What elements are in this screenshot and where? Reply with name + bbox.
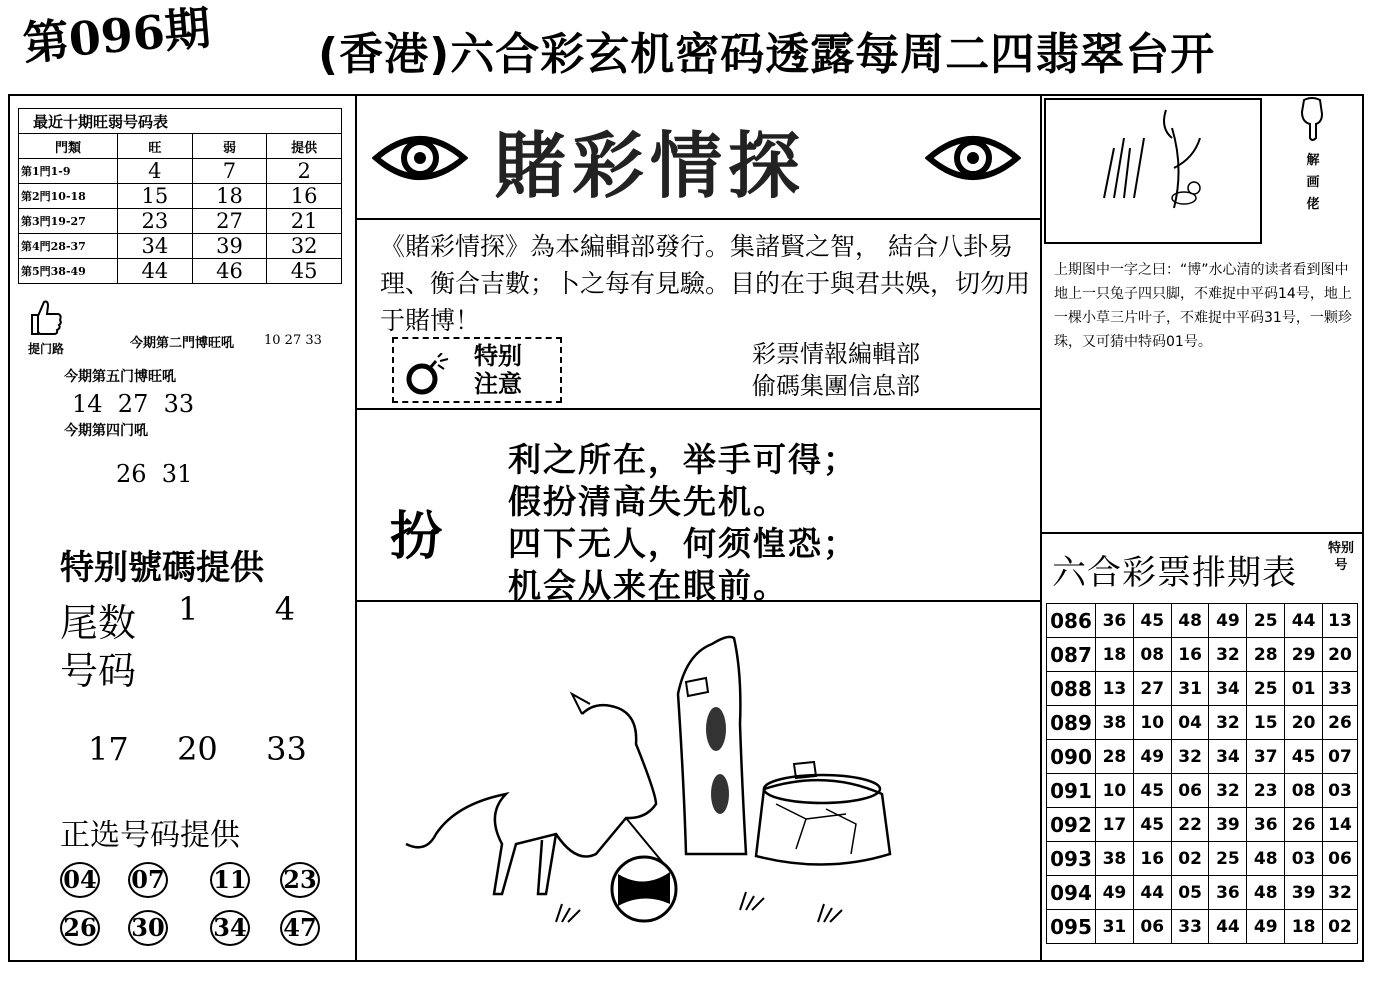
publisher-2: 偷碼集團信息部	[752, 372, 920, 400]
table-row	[19, 209, 342, 234]
table-row	[1047, 774, 1358, 808]
header-category: 門類	[19, 134, 118, 159]
header-hot: 旺	[118, 134, 193, 159]
number-cell: 27	[1133, 672, 1171, 706]
number-cell: 08	[1133, 638, 1171, 672]
period-cell: 088	[1047, 672, 1096, 706]
number-cell: 15	[1247, 706, 1285, 740]
table-row	[19, 234, 342, 259]
hot-value: 23	[118, 209, 193, 234]
offer-value: 32	[267, 234, 342, 259]
number-cell: 02	[1171, 842, 1209, 876]
number-cell: 32	[1209, 706, 1247, 740]
number-cell: 16	[1171, 638, 1209, 672]
weak-value: 18	[192, 184, 267, 209]
table-row	[1047, 672, 1358, 706]
number-cell: 01	[1285, 672, 1323, 706]
pick-number: 30	[128, 910, 168, 946]
offer-value: 2	[267, 159, 342, 184]
period-cell: 094	[1047, 876, 1096, 910]
intro-text: 《賭彩情探》為本編輯部發行。集諸賢之智， 結合八卦易理、衡合吉數；卜之每有見驗。目的在于與君共娛，切勿用于賭博！	[380, 232, 1031, 335]
number-cell: 29	[1285, 638, 1323, 672]
number-cell: 32	[1209, 638, 1247, 672]
door2-numbers: 10 27 33	[264, 333, 322, 348]
number-cell: 44	[1209, 910, 1247, 944]
number-cell: 06	[1133, 910, 1171, 944]
header-weak: 弱	[192, 134, 267, 159]
table-row	[1047, 604, 1358, 638]
row-label: 第3門19-27	[19, 209, 118, 234]
period-cell: 091	[1047, 774, 1096, 808]
number-cell: 04	[1171, 706, 1209, 740]
number-cell: 39	[1209, 808, 1247, 842]
number-cell: 49	[1209, 604, 1247, 638]
number-cell: 18	[1285, 910, 1323, 944]
offer-value: 16	[267, 184, 342, 209]
special-cell: 26	[1323, 706, 1358, 740]
hint-label: 解画佬	[1306, 153, 1320, 212]
masthead-title: 賭彩情探	[494, 123, 807, 208]
table-row	[1047, 910, 1358, 944]
weak-value: 27	[192, 209, 267, 234]
period-cell: 092	[1047, 808, 1096, 842]
notice-line-1: 特别	[474, 342, 522, 370]
number-cell: 25	[1209, 842, 1247, 876]
special-cell: 33	[1323, 672, 1358, 706]
number-cell: 05	[1171, 876, 1209, 910]
hot-value: 34	[118, 234, 193, 259]
table-caption: 最近十期旺弱号码表	[19, 109, 342, 134]
special-cell: 13	[1323, 604, 1358, 638]
number-cell: 08	[1285, 774, 1323, 808]
number-cell: 23	[1247, 774, 1285, 808]
schedule-table	[1046, 603, 1358, 944]
riddle-text: 上期图中一字之曰：“博”水心清的读者看到图中地上一只兔子四只脚，不难捉中平码14号，地上一棵小草三片叶子，不难捉中平码31号，一颗珍珠，又可猜中特码01号。	[1054, 262, 1352, 350]
table-header-row	[19, 134, 342, 159]
poem-line-4: 机会从来在眼前。	[508, 566, 788, 605]
weak-value: 39	[192, 234, 267, 259]
special-numbers-title: 特别號碼提供	[60, 548, 264, 588]
number-cell: 38	[1096, 706, 1134, 740]
divider-masthead	[355, 218, 1042, 220]
special-cell: 03	[1323, 774, 1358, 808]
special-column-label: 特别号	[1327, 541, 1354, 573]
number-cell: 03	[1285, 842, 1323, 876]
table-row	[19, 159, 342, 184]
code-label: 号码	[60, 649, 137, 693]
number-cell: 49	[1096, 876, 1134, 910]
poem-line-2: 假扮清高失先机。	[508, 482, 788, 521]
number-cell: 33	[1171, 910, 1209, 944]
issue-number	[20, 0, 255, 78]
number-cell: 37	[1247, 740, 1285, 774]
row-label: 第5門38-49	[19, 259, 118, 284]
special-cell: 07	[1323, 740, 1358, 774]
number-cell: 45	[1133, 604, 1171, 638]
tail-label: 尾数	[60, 601, 137, 645]
number-cell: 13	[1096, 672, 1134, 706]
number-cell: 31	[1096, 910, 1134, 944]
period-cell: 086	[1047, 604, 1096, 638]
table-row	[1047, 842, 1358, 876]
number-cell: 44	[1133, 876, 1171, 910]
divider-intro	[355, 408, 1042, 410]
special-cell: 32	[1323, 876, 1358, 910]
number-cell: 48	[1247, 876, 1285, 910]
pick-number: 11	[210, 862, 250, 898]
offer-value: 21	[267, 209, 342, 234]
pick-number: 23	[280, 862, 320, 898]
number-cell: 18	[1096, 638, 1134, 672]
poem-line-1: 利之所在，举手可得；	[508, 440, 858, 479]
number-cell: 32	[1209, 774, 1247, 808]
table-row	[1047, 876, 1358, 910]
number-cell: 26	[1285, 808, 1323, 842]
number-cell: 06	[1171, 774, 1209, 808]
number-cell: 16	[1133, 842, 1171, 876]
eye-icon-right	[925, 128, 1021, 188]
notice-line-2: 注意	[474, 370, 522, 398]
thumbs-up-icon	[30, 298, 64, 342]
door2-label: 今期第二門博旺吼	[130, 336, 235, 351]
number-cell: 48	[1247, 842, 1285, 876]
pick-number: 04	[60, 862, 100, 898]
hot-value: 15	[118, 184, 193, 209]
row-label: 第4門28-37	[19, 234, 118, 259]
period-cell: 087	[1047, 638, 1096, 672]
pick-number: 26	[60, 910, 100, 946]
number-cell: 28	[1096, 740, 1134, 774]
period-cell: 095	[1047, 910, 1096, 944]
special-cell: 20	[1323, 638, 1358, 672]
special-cell: 14	[1323, 808, 1358, 842]
pick-number: 47	[280, 910, 320, 946]
table-row	[19, 259, 342, 284]
number-cell: 45	[1133, 774, 1171, 808]
special-cell: 02	[1323, 910, 1358, 944]
table-row	[19, 184, 342, 209]
number-cell: 36	[1209, 876, 1247, 910]
weak-value: 46	[192, 259, 267, 284]
number-cell: 34	[1209, 672, 1247, 706]
poem-line-3: 四下无人，何须惶恐；	[508, 524, 858, 563]
door4-numbers: 26 31	[116, 460, 193, 488]
hot-value: 4	[118, 159, 193, 184]
pointing-hand-icon	[1298, 96, 1330, 142]
number-cell: 49	[1247, 910, 1285, 944]
number-cell: 17	[1096, 808, 1134, 842]
door5-label: 今期第五门博旺吼	[64, 369, 176, 385]
number-cell: 44	[1285, 604, 1323, 638]
period-cell: 093	[1047, 842, 1096, 876]
table-row	[1047, 808, 1358, 842]
row-label: 第1門1-9	[19, 159, 118, 184]
poem-keyword: 扮	[390, 507, 443, 567]
number-cell: 45	[1285, 740, 1323, 774]
divider-riddle	[1040, 532, 1364, 534]
door5-numbers: 14 27 33	[72, 390, 195, 418]
number-cell: 39	[1285, 876, 1323, 910]
number-cell: 31	[1171, 672, 1209, 706]
period-cell: 090	[1047, 740, 1096, 774]
code-numbers: 17 20 33	[88, 730, 307, 768]
hot-cold-table	[18, 108, 342, 284]
number-cell: 34	[1209, 740, 1247, 774]
notice-text	[474, 342, 522, 398]
tip-label: 提门路	[28, 342, 65, 356]
number-cell: 20	[1285, 706, 1323, 740]
number-cell: 22	[1171, 808, 1209, 842]
riddle-illustration	[1044, 98, 1262, 244]
number-cell: 25	[1247, 672, 1285, 706]
number-cell: 38	[1096, 842, 1134, 876]
illustration-animal-scene	[356, 604, 1028, 956]
bomb-icon	[404, 353, 452, 395]
header-offer: 提供	[267, 134, 342, 159]
number-cell: 49	[1133, 740, 1171, 774]
number-cell: 28	[1247, 638, 1285, 672]
issue-text: 第096期	[20, 0, 213, 71]
divider-right	[1040, 96, 1042, 960]
pick-number: 34	[210, 910, 250, 946]
picks-title: 正选号码提供	[60, 818, 240, 853]
number-cell: 32	[1171, 740, 1209, 774]
number-cell: 48	[1171, 604, 1209, 638]
weak-value: 7	[192, 159, 267, 184]
number-cell: 45	[1133, 808, 1171, 842]
row-label: 第2門10-18	[19, 184, 118, 209]
number-cell: 36	[1096, 604, 1134, 638]
pick-number: 07	[128, 862, 168, 898]
table-row	[1047, 638, 1358, 672]
number-cell: 25	[1247, 604, 1285, 638]
number-cell: 10	[1133, 706, 1171, 740]
period-cell: 089	[1047, 706, 1096, 740]
hot-value: 44	[118, 259, 193, 284]
schedule-title: 六合彩票排期表	[1052, 553, 1297, 593]
door4-label: 今期第四门吼	[64, 423, 148, 439]
page-title: (香港)六合彩玄机密码透露每周二四翡翠台开	[318, 29, 1216, 80]
offer-value: 45	[267, 259, 342, 284]
special-cell: 06	[1323, 842, 1358, 876]
publisher-1: 彩票情報編輯部	[752, 340, 920, 368]
number-cell: 36	[1247, 808, 1285, 842]
table-row	[1047, 706, 1358, 740]
number-cell: 10	[1096, 774, 1134, 808]
table-row	[1047, 740, 1358, 774]
tail-numbers: 1 4	[178, 590, 296, 628]
